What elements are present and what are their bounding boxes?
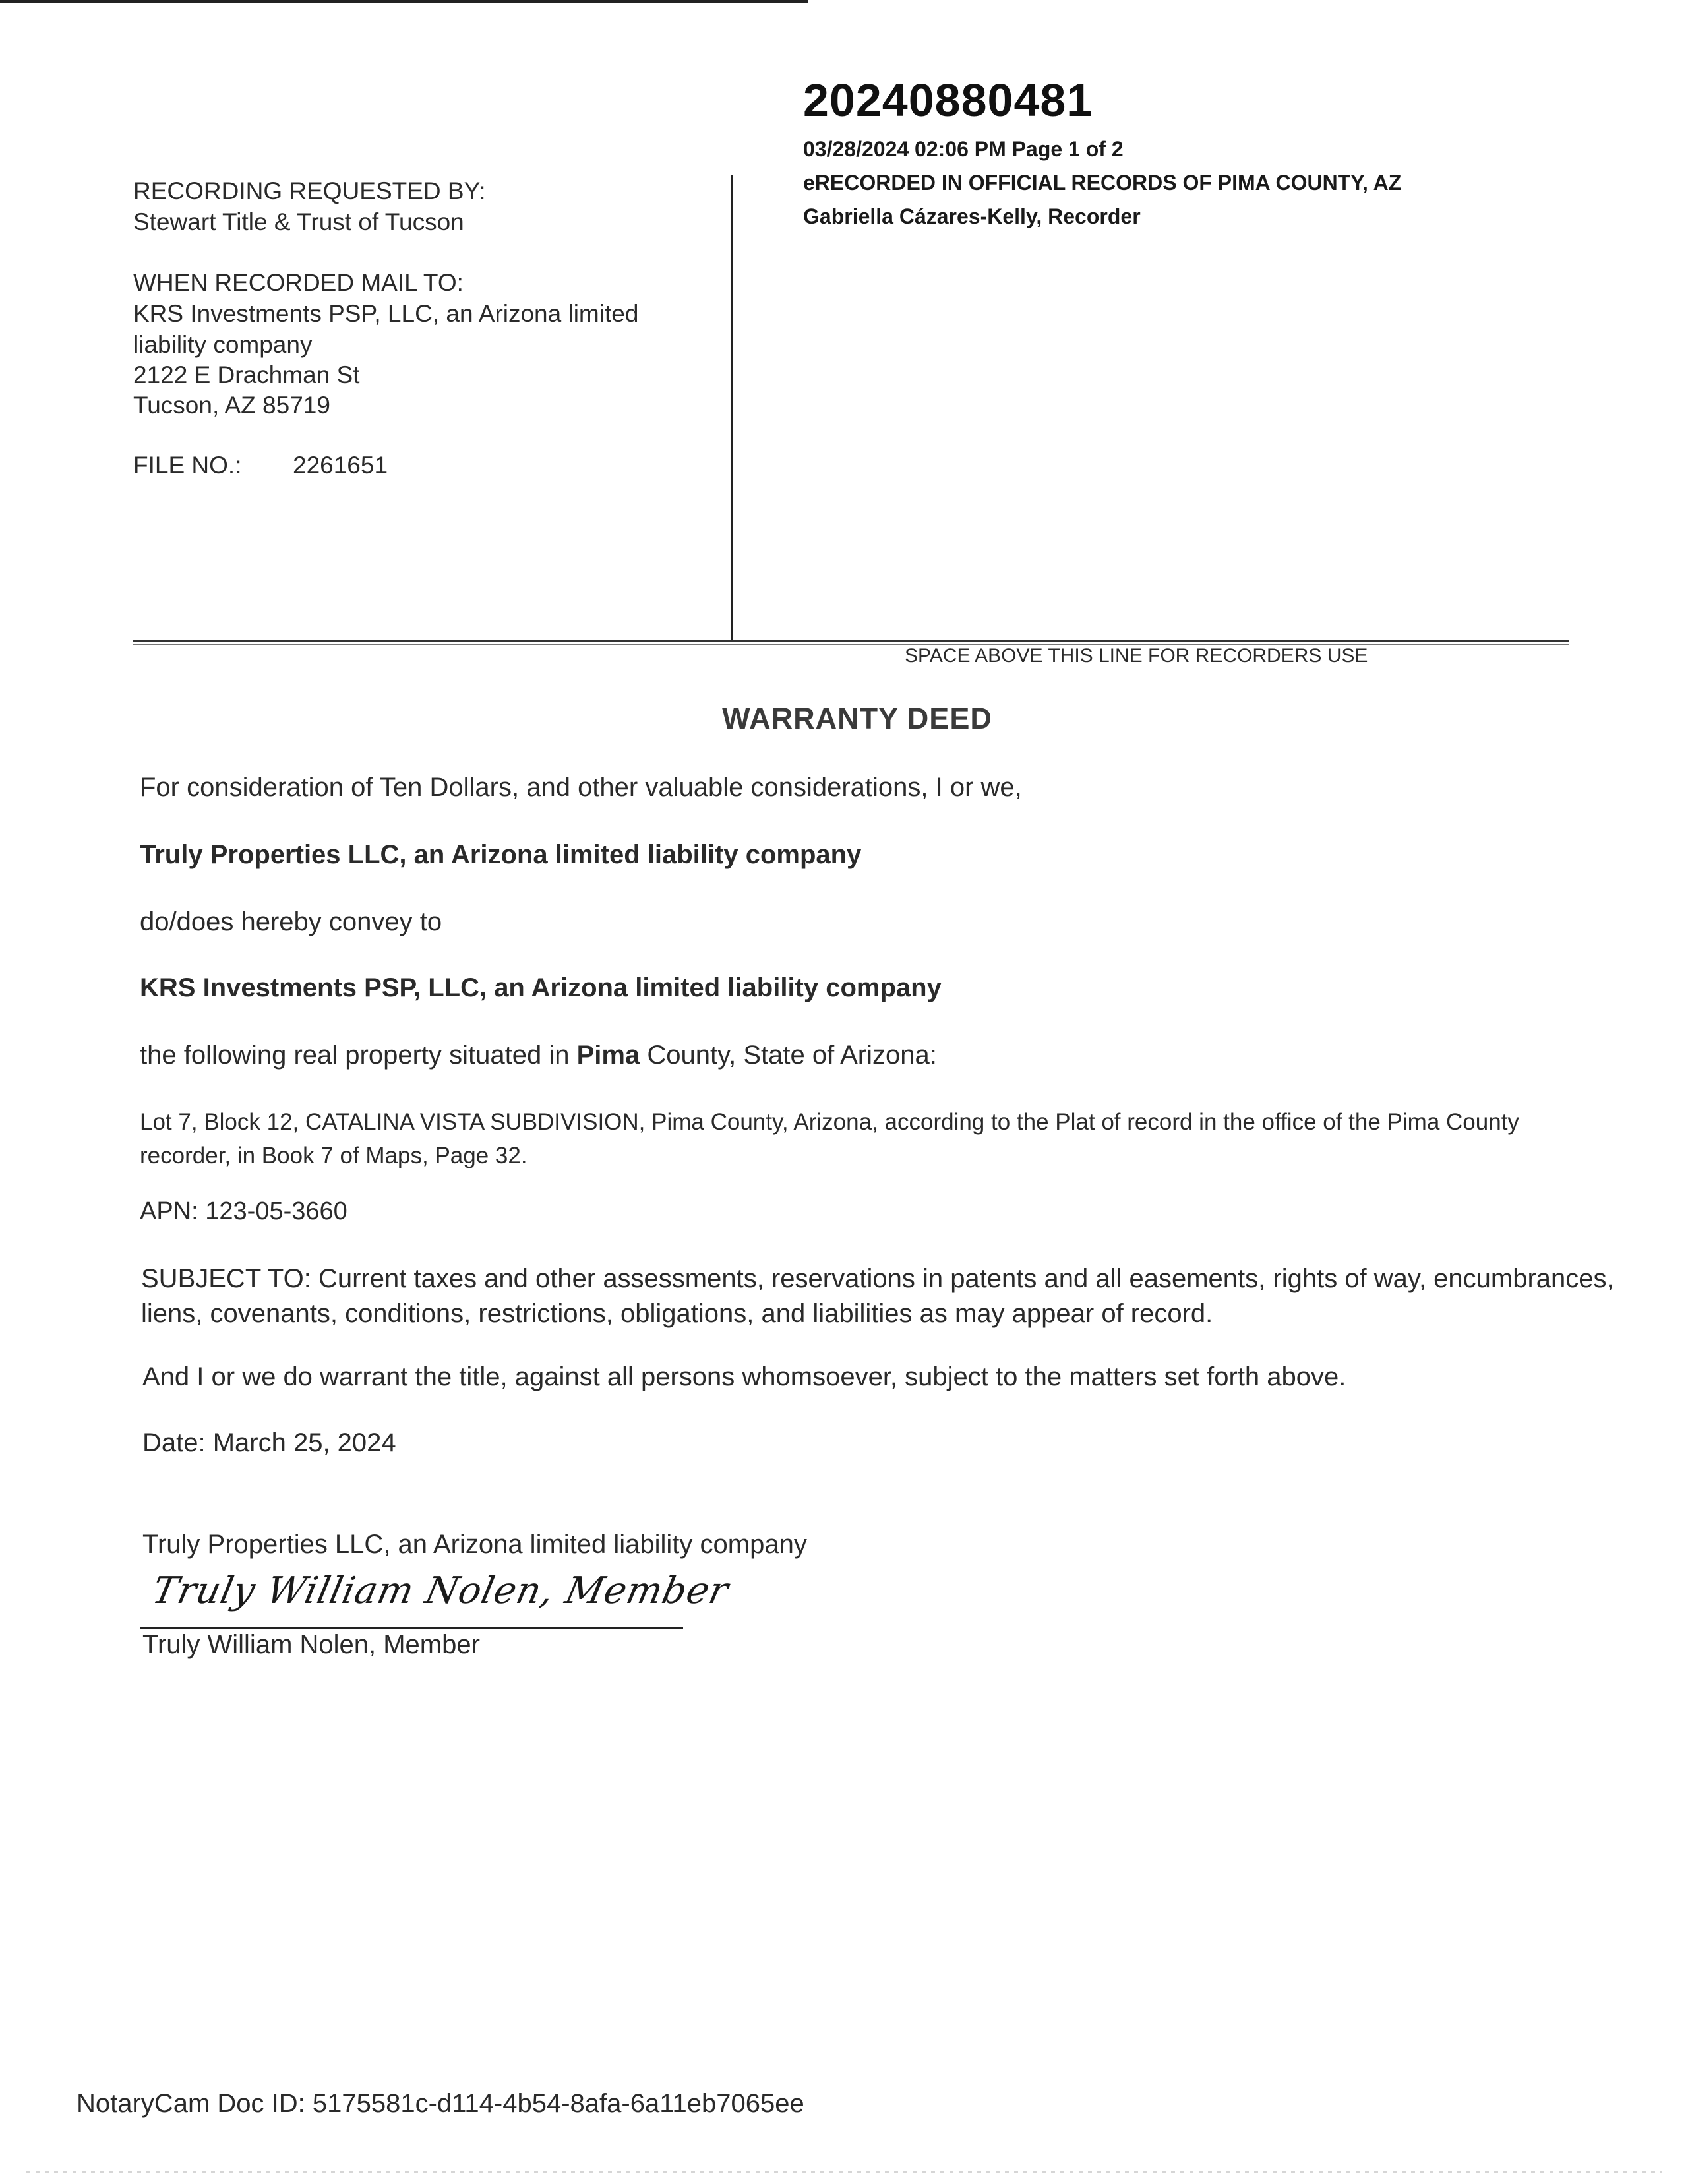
grantor-name: Truly Properties LLC, an Arizona limited liability company: [140, 840, 862, 869]
consideration-text: For consideration of Ten Dollars, and other valuable considerations, I or we,: [140, 773, 1022, 802]
grantee-name: KRS Investments PSP, LLC, an Arizona limited liability company: [140, 973, 942, 1002]
recorder-name: Gabriella Cázares-Kelly, Recorder: [803, 204, 1141, 228]
file-number-label: FILE NO.:: [133, 452, 242, 479]
signature-script: Truly William Nolen, Member: [148, 1569, 733, 1612]
recording-number: 20240880481: [803, 75, 1093, 126]
recorder-space-note: SPACE ABOVE THIS LINE FOR RECORDERS USE: [905, 645, 1368, 667]
warranty-text: And I or we do warrant the title, against all persons whomsoever, subject to the matters set forth above.: [142, 1362, 1346, 1391]
signer-name: Truly William Nolen, Member: [142, 1630, 480, 1659]
convey-text: do/does hereby convey to: [140, 907, 442, 936]
requested-by-value: Stewart Title & Trust of Tucson: [133, 208, 464, 235]
property-intro-post: County, State of Arizona:: [640, 1041, 937, 1070]
apn: APN: 123-05-3660: [140, 1198, 347, 1225]
mail-to-line4: Tucson, AZ 85719: [133, 392, 330, 419]
subject-to: SUBJECT TO: Current taxes and other assessments, reservations in patents and all easements, rights of way, encumbrances, liens, covenants, conditions, restrictions, obligations, and liabilities as may appear of record.: [141, 1264, 1614, 1328]
mail-to-line1: KRS Investments PSP, LLC, an Arizona limited: [133, 300, 639, 327]
signing-entity: Truly Properties LLC, an Arizona limited liability company: [142, 1530, 807, 1559]
deed-date: Date: March 25, 2024: [142, 1428, 396, 1457]
top-border: [0, 0, 808, 3]
recorder-space-line: [133, 640, 1569, 642]
legal-description: Lot 7, Block 12, CATALINA VISTA SUBDIVISION, Pima County, Arizona, according to the Plat of record in the office of the Pima County recorder, in Book 7 of Maps, Page 32.: [140, 1109, 1519, 1168]
scan-edge-noise: [26, 2171, 1662, 2173]
property-intro: [140, 1041, 937, 1070]
property-county: Pima: [576, 1041, 640, 1070]
mail-to-line2: liability company: [133, 331, 313, 358]
property-intro-pre: the following real property situated in: [140, 1041, 577, 1070]
mail-to-label: WHEN RECORDED MAIL TO:: [133, 269, 464, 296]
header-divider-vertical: [731, 175, 733, 641]
signature-line: [140, 1627, 683, 1629]
requested-by-label: RECORDING REQUESTED BY:: [133, 177, 486, 204]
file-number-value: 2261651: [293, 452, 388, 479]
mail-to-line3: 2122 E Drachman St: [133, 361, 360, 388]
notarycam-doc-id: NotaryCam Doc ID: 5175581c-d114-4b54-8afa-6a11eb7065ee: [76, 2089, 804, 2118]
recording-office: eRECORDED IN OFFICIAL RECORDS OF PIMA COUNTY, AZ: [803, 171, 1402, 195]
deed-title: WARRANTY DEED: [722, 702, 992, 735]
recording-datetime-page: 03/28/2024 02:06 PM Page 1 of 2: [803, 137, 1124, 161]
